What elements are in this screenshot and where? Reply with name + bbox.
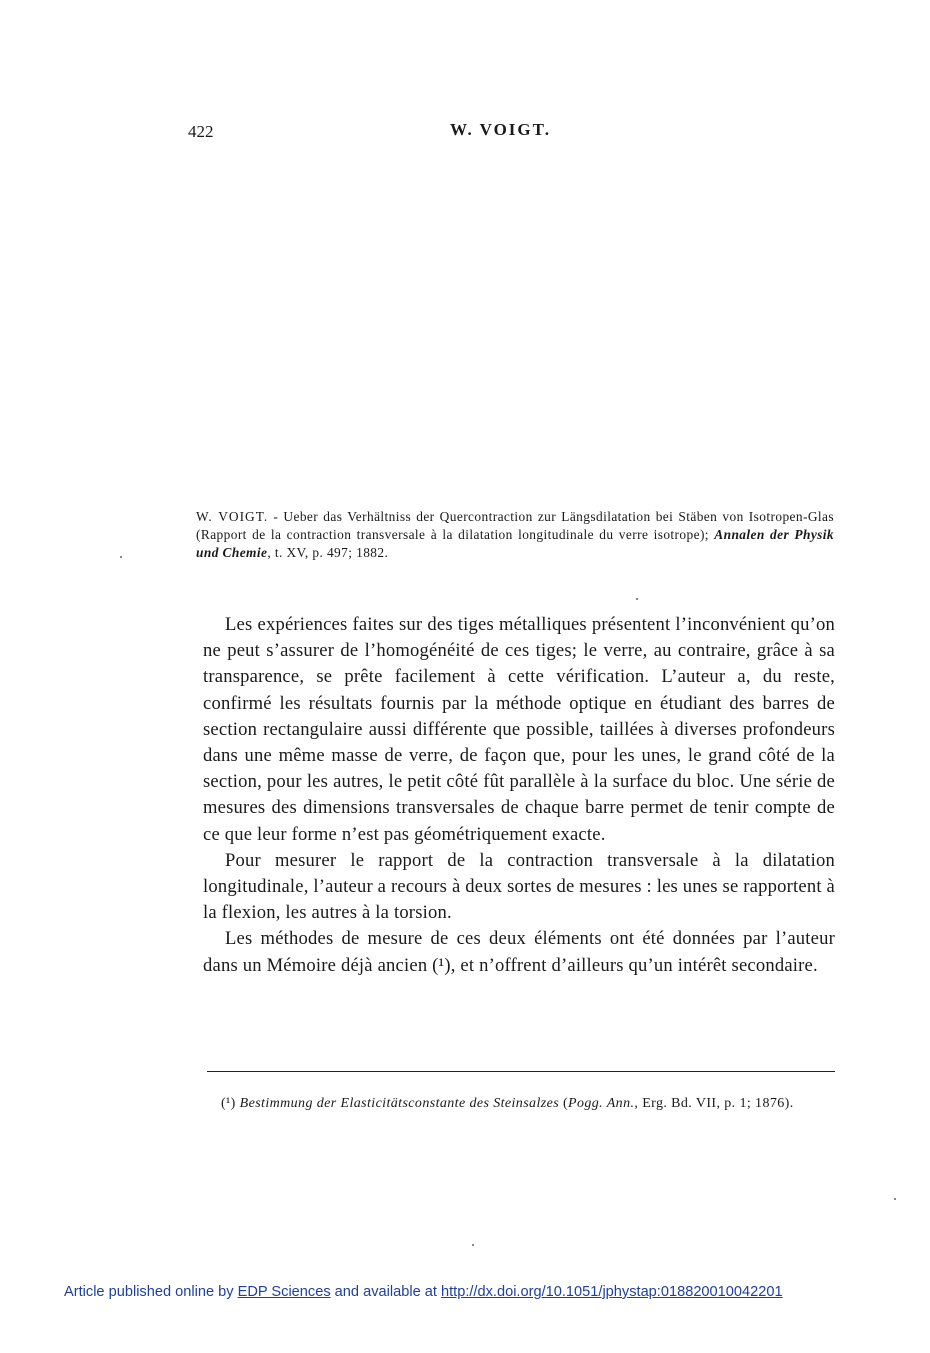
scan-speck — [120, 556, 122, 558]
doi-link[interactable]: http://dx.doi.org/10.1051/jphystap:018820010042201 — [440, 1284, 783, 1300]
reference-citation: , t. XV, p. 497; 1882. — [267, 545, 389, 560]
footnote-rest: , Erg. Bd. VII, p. 1; 1876). — [634, 1096, 794, 1111]
publisher-link[interactable]: EDP Sciences — [237, 1284, 331, 1300]
body-paragraph: Les méthodes de mesure de ces deux éléments ont été données par l’auteur dans un Mémoire déjà ancien (¹), et n’offrent d’ailleurs qu’un intérêt secondaire. — [203, 928, 835, 976]
article-body — [203, 612, 835, 979]
reference-author: W. VOIGT. — [196, 509, 269, 524]
scan-speck — [472, 1244, 474, 1246]
scan-speck — [894, 1198, 896, 1200]
scan-speck — [636, 598, 638, 600]
banner-middle: and available at — [330, 1284, 441, 1300]
page-header — [188, 118, 838, 146]
reference-journal: Annalen der Physik und Chemie — [196, 527, 834, 560]
running-title: W. VOIGT. — [450, 120, 551, 139]
footnote-text — [205, 1094, 837, 1113]
bibliographic-reference — [196, 508, 834, 562]
footnote — [205, 1094, 837, 1113]
page-number: 422 — [188, 122, 214, 141]
footnote-title: Bestimmung der Elasticitätsconstante des Steinsalzes — [239, 1096, 560, 1111]
banner-prefix: Article published online by — [64, 1284, 238, 1300]
footnote-divider — [207, 1071, 835, 1072]
footnote-journal: Pogg. Ann. — [568, 1096, 635, 1111]
footnote-marker: (¹) — [221, 1096, 240, 1111]
body-paragraph: Les expériences faites sur des tiges métalliques présentent l’inconvénient qu’on ne peut s’assurer de l’homogénéité de ces tiges; le verre, au contraire, grâce à sa transparence, se prête facilement à cette vérification. L’auteur a, du reste, confirmé les résultats fournis par la méthode optique en étudiant des barres de section rectangulaire aussi différente que possible, taillées à diverses profondeurs dans une même masse de verre, de façon que, pour les unes, le grand côté de la section, pour les autres, le petit côté fût parallèle à la surface du bloc. Une série de mesures des dimensions transversales de chaque barre permet de tenir compte de ce que leur forme n’est pas géométriquement exacte. — [203, 614, 835, 845]
reference-text: - Ueber das Verhältniss der Quercontraction zur Längsdilatation bei Stäben von Isotropen-Glas (Rapport de la contraction transversale à la dilatation longitudinale du verre isotrope); — [196, 509, 834, 542]
footnote-open: ( — [559, 1096, 569, 1111]
publisher-banner — [64, 1284, 864, 1300]
body-paragraph: Pour mesurer le rapport de la contraction transversale à la dilatation longitudinale, l’auteur a recours à deux sortes de mesures : les unes se rapportent à la flexion, les autres à la torsion. — [203, 849, 835, 924]
